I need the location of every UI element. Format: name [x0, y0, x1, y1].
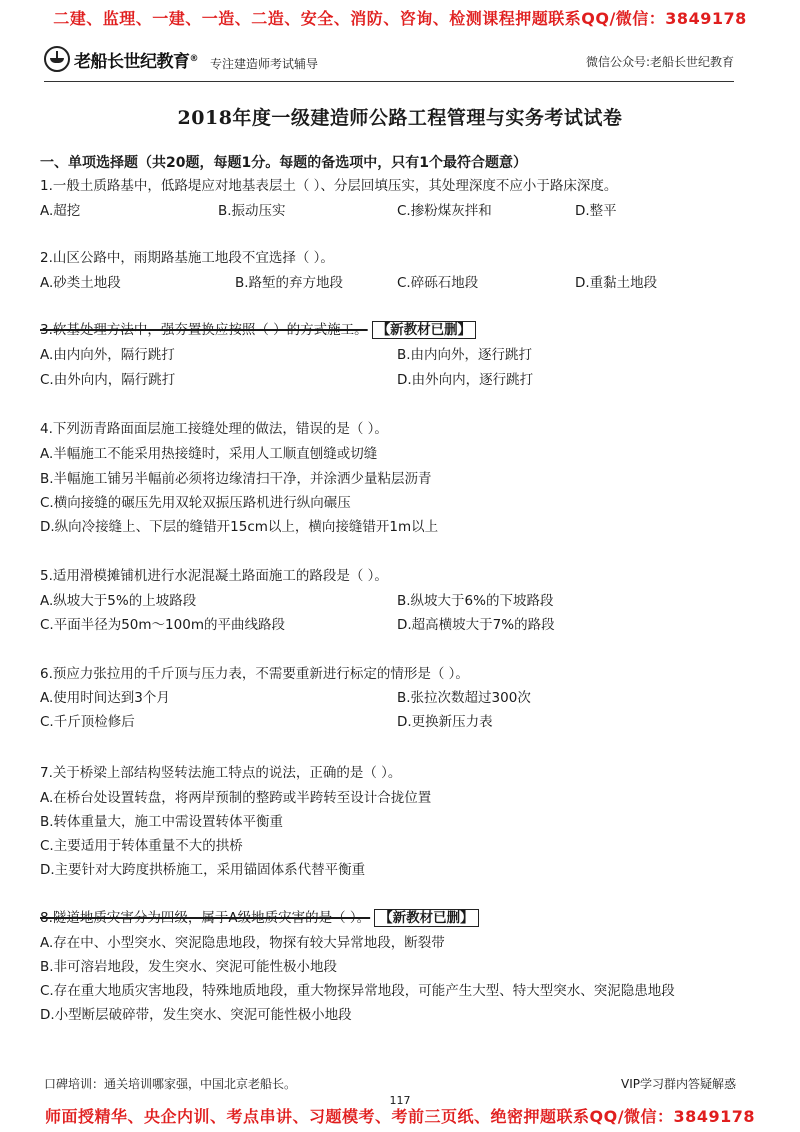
option: C.存在重大地质灾害地段，特殊地质地段，重大物探异常地段，可能产生大型、特大型突水、突泥隐患地段 — [40, 983, 675, 999]
page-title: 2018年度一级建造师公路工程管理与实务考试试卷 — [177, 107, 623, 129]
struck-stem-text: 8.隧道地质灾害分为四级，属于A级地质灾害的是（ ）。 — [40, 910, 371, 926]
header-tagline: 专注建造师考试辅导 — [210, 57, 319, 71]
option: C.横向接缝的碾压先用双轮双振压路机进行纵向碾压 — [40, 495, 351, 511]
logo-text: 老船长世纪教育 — [74, 51, 190, 72]
option: B.由内向外，逐行跳打 — [397, 347, 533, 363]
option: C.主要适用于转体重量不大的拱桥 — [40, 838, 243, 854]
option: C.由外向内，隔行跳打 — [40, 372, 176, 388]
option: B.转体重量大，施工中需设置转体平衡重 — [40, 814, 284, 830]
question-stem: 4.下列沥青路面面层施工接缝处理的做法，错误的是（ ）。 — [40, 421, 388, 437]
bottom-promo-banner: 师面授精华、央企内训、考点串讲、习题模考、考前三页纸、绝密押题联系QQ/微信：3849178 — [45, 1107, 755, 1126]
question-stem-deleted — [40, 321, 476, 339]
option: A.存在中、小型突水、突泥隐患地段，物探有较大异常地段，断裂带 — [40, 935, 445, 951]
option: B.张拉次数超过300次 — [397, 690, 531, 706]
deleted-tag: 【新教材已删】 — [372, 321, 477, 339]
option: A.在桥台处设置转盘，将两岸预制的整跨或半跨转至设计合拢位置 — [40, 790, 432, 806]
option: B.路堑的弃方地段 — [235, 275, 344, 291]
option: A.超挖 — [40, 203, 81, 219]
page-header — [44, 46, 734, 80]
page-number: 117 — [389, 1094, 411, 1107]
option: C.平面半径为50m～100m的平曲线路段 — [40, 617, 285, 633]
question-stem: 1.一般土质路基中，低路堤应对地基表层土（ ）、分层回填压实，其处理深度不应小于路床深度。 — [40, 178, 618, 194]
deleted-tag: 【新教材已删】 — [374, 909, 479, 927]
section-heading: 一、单项选择题（共20题，每题1分。每题的备选项中，只有1个最符合题意） — [40, 155, 527, 171]
option: D.超高横坡大于7%的路段 — [397, 617, 555, 633]
question-stem: 7.关于桥梁上部结构竖转法施工特点的说法，正确的是（ ）。 — [40, 765, 402, 781]
option: D.由外向内，逐行跳打 — [397, 372, 534, 388]
logo — [44, 46, 199, 72]
header-wechat: 微信公众号:老船长世纪教育 — [585, 55, 734, 69]
footer-vip-note: VIP学习群内答疑解惑 — [621, 1077, 736, 1091]
option: D.小型断层破碎带，发生突水、突泥可能性极小地段 — [40, 1007, 352, 1023]
option: D.主要针对大跨度拱桥施工，采用锚固体系代替平衡重 — [40, 862, 366, 878]
option: B.纵坡大于6%的下坡路段 — [397, 593, 554, 609]
option: D.纵向冷接缝上、下层的缝错开15cm以上，横向接缝错开1m以上 — [40, 519, 439, 535]
question-stem-deleted — [40, 909, 479, 927]
faint-watermark-stamp — [0, 796, 34, 834]
option: C.千斤顶检修后 — [40, 714, 135, 730]
ship-logo-icon — [44, 46, 70, 72]
option: C.掺粉煤灰拌和 — [397, 203, 492, 219]
option: B.振动压实 — [218, 203, 286, 219]
top-promo-banner: 二建、监理、一建、一造、二造、安全、消防、咨询、检测课程押题联系QQ/微信：3849178 — [53, 9, 747, 28]
option: A.半幅施工不能采用热接缝时，采用人工顺直刨缝或切缝 — [40, 446, 378, 462]
option: B.半幅施工铺另半幅前必须将边缘清扫干净，并涂洒少量粘层沥青 — [40, 471, 432, 487]
option: D.整平 — [575, 203, 617, 219]
option: A.使用时间达到3个月 — [40, 690, 170, 706]
option: D.重黏土地段 — [575, 275, 658, 291]
option: A.由内向外，隔行跳打 — [40, 347, 175, 363]
header-divider — [44, 81, 734, 82]
option: B.非可溶岩地段，发生突水、突泥可能性极小地段 — [40, 959, 338, 975]
question-stem: 5.适用滑模摊铺机进行水泥混凝土路面施工的路段是（ ）。 — [40, 568, 388, 584]
option: A.纵坡大于5%的上坡路段 — [40, 593, 197, 609]
footer-slogan: 口碑培训：通关培训哪家强，中国北京老船长。 — [44, 1077, 297, 1091]
registered-mark: ® — [189, 54, 199, 64]
option: C.碎砾石地段 — [397, 275, 479, 291]
option: A.砂类土地段 — [40, 275, 121, 291]
option: D.更换新压力表 — [397, 714, 493, 730]
struck-stem-text: 3.软基处理方法中，强夯置换应按照（ ）的方式施工。 — [40, 322, 368, 338]
question-stem: 6.预应力张拉用的千斤顶与压力表，不需要重新进行标定的情形是（ ）。 — [40, 666, 469, 682]
question-stem: 2.山区公路中，雨期路基施工地段不宜选择（ ）。 — [40, 250, 334, 266]
